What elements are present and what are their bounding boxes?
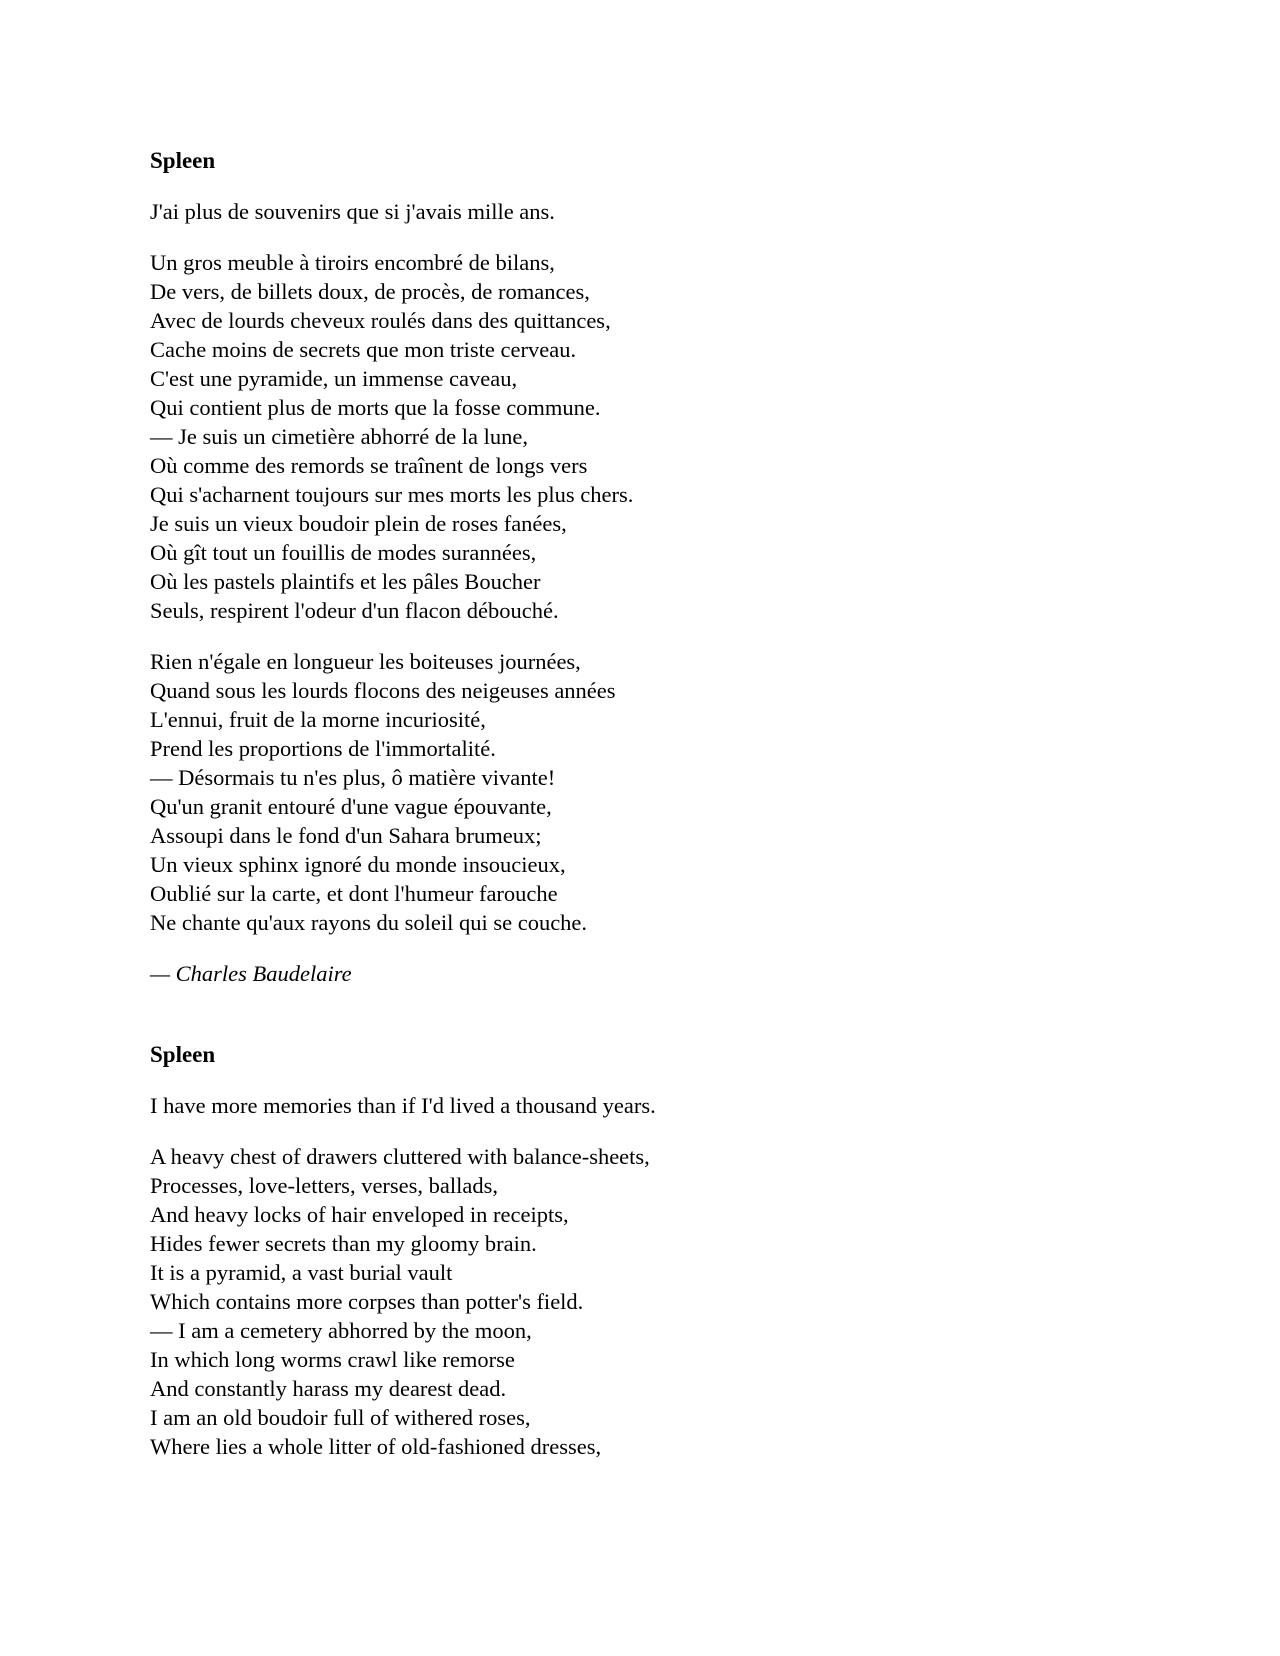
document-page (150, 146, 1150, 1483)
poem-line: Où les pastels plaintifs et les pâles Boucher (150, 569, 541, 594)
poem-line: Rien n'égale en longueur les boiteuses journées, (150, 649, 581, 674)
poem-line: C'est une pyramide, un immense caveau, (150, 366, 518, 391)
poem-line: Où gît tout un fouillis de modes surannées, (150, 540, 537, 565)
stanza (150, 197, 1150, 226)
poem-line: L'ennui, fruit de la morne incuriosité, (150, 707, 486, 732)
poem-line: Ne chante qu'aux rayons du soleil qui se couche. (150, 910, 588, 935)
poem-line: Hides fewer secrets than my gloomy brain. (150, 1231, 537, 1256)
poem-line: Je suis un vieux boudoir plein de roses fanées, (150, 511, 567, 536)
poem-line: Where lies a whole litter of old-fashioned dresses, (150, 1434, 602, 1459)
poem-line: Qui s'acharnent toujours sur mes morts les plus chers. (150, 482, 634, 507)
poem-line: Seuls, respirent l'odeur d'un flacon débouché. (150, 598, 559, 623)
poem-line: Un gros meuble à tiroirs encombré de bilans, (150, 250, 555, 275)
poem-title: Spleen (150, 148, 216, 173)
poem-line: I am an old boudoir full of withered roses, (150, 1405, 531, 1430)
poem-line: — Désormais tu n'es plus, ô matière vivante! (150, 765, 556, 790)
poem-line: And constantly harass my dearest dead. (150, 1376, 507, 1401)
stanza (150, 248, 1150, 625)
poem-line: Processes, love-letters, verses, ballads, (150, 1173, 499, 1198)
poem-line: Qui contient plus de morts que la fosse commune. (150, 395, 601, 420)
poem-line: And heavy locks of hair enveloped in receipts, (150, 1202, 569, 1227)
stanza (150, 1142, 1150, 1461)
poem-english (150, 1040, 1150, 1461)
poem-line: Oublié sur la carte, et dont l'humeur farouche (150, 881, 558, 906)
poem-attribution: — Charles Baudelaire (150, 961, 352, 986)
poem-french (150, 146, 1150, 988)
stanza (150, 647, 1150, 937)
poem-line: I have more memories than if I'd lived a thousand years. (150, 1093, 656, 1118)
poem-line: It is a pyramid, a vast burial vault (150, 1260, 453, 1285)
poem-title: Spleen (150, 1042, 216, 1067)
poem-line: Un vieux sphinx ignoré du monde insoucieux, (150, 852, 566, 877)
poem-line: In which long worms crawl like remorse (150, 1347, 515, 1372)
poem-line: J'ai plus de souvenirs que si j'avais mille ans. (150, 199, 555, 224)
poem-line: — Je suis un cimetière abhorré de la lune, (150, 424, 528, 449)
poem-line: Which contains more corpses than potter's field. (150, 1289, 584, 1314)
poem-line: De vers, de billets doux, de procès, de romances, (150, 279, 590, 304)
poem-line: Qu'un granit entouré d'une vague épouvante, (150, 794, 552, 819)
stanza (150, 1091, 1150, 1120)
poem-line: A heavy chest of drawers cluttered with balance-sheets, (150, 1144, 650, 1169)
poem-line: Prend les proportions de l'immortalité. (150, 736, 496, 761)
poem-line: Assoupi dans le fond d'un Sahara brumeux; (150, 823, 542, 848)
poem-line: Avec de lourds cheveux roulés dans des quittances, (150, 308, 611, 333)
poem-line: — I am a cemetery abhorred by the moon, (150, 1318, 532, 1343)
poem-line: Où comme des remords se traînent de longs vers (150, 453, 588, 478)
poem-line: Quand sous les lourds flocons des neigeuses années (150, 678, 616, 703)
poem-line: Cache moins de secrets que mon triste cerveau. (150, 337, 577, 362)
